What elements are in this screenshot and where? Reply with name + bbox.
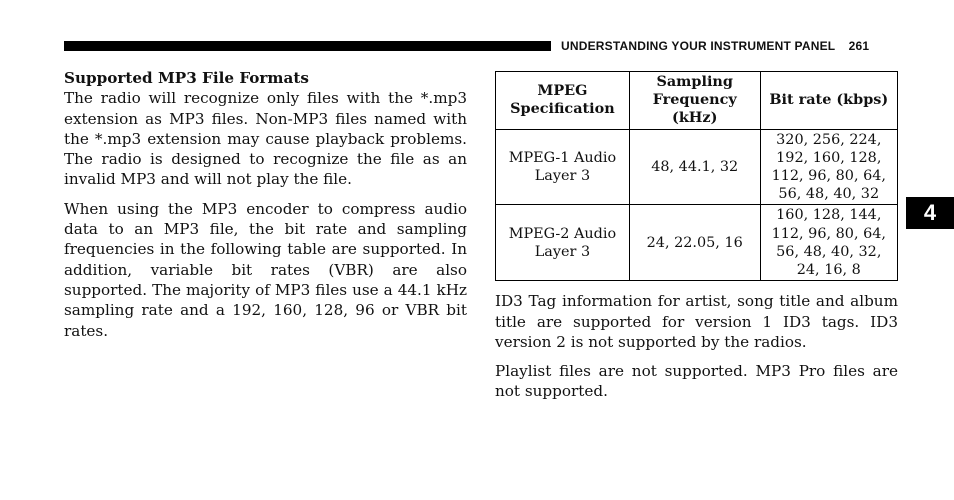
cell-sampling-frequency: 48, 44.1, 32 [629,129,760,205]
paragraph-encoder: When using the MP3 encoder to compress audio data to an MP3 file, the bit rate and sampling frequencies in the following table are supported. In addition, variable bit rates (VBR) are also supported. The majority of MP3 files use a 44.1 kHz sampling rate and a 192, 160, 128, 96 or VBR bit rates. [64,199,467,340]
paragraph-id3-tags: ID3 Tag information for artist, song title and album title are supported for version 1 ID3 tags. ID3 version 2 is not supported by the radios. [495,292,898,351]
mp3-format-table [495,71,898,281]
table-row [496,129,898,205]
header-bit-rate: Bit rate (kbps) [760,72,897,130]
chapter-tab: 4 [906,197,954,229]
cell-bit-rate: 160, 128, 144, 112, 96, 80, 64, 56, 48, 40, 32, 24, 16, 8 [760,205,897,281]
section-title: UNDERSTANDING YOUR INSTRUMENT PANEL [561,39,836,53]
right-column [495,71,898,411]
cell-bit-rate: 320, 256, 224, 192, 160, 128, 112, 96, 80, 64, 56, 48, 40, 32 [760,129,897,205]
section-heading: Supported MP3 File Formats [64,69,309,87]
cell-mpeg-spec: MPEG-2 Audio Layer 3 [496,205,630,281]
table-row [496,205,898,281]
paragraph-playlist: Playlist files are not supported. MP3 Pro files are not supported. [495,362,898,401]
cell-sampling-frequency: 24, 22.05, 16 [629,205,760,281]
cell-mpeg-spec: MPEG-1 Audio Layer 3 [496,129,630,205]
page-number: 261 [848,39,870,53]
left-column [64,68,467,350]
page-header [561,37,869,55]
paragraph-mp3-extension: The radio will recognize only files with the *.mp3 extension as MP3 files. Non-MP3 files named with the *.mp3 extension may cause playback problems. The radio is designed to recognize the file as an invalid MP3 and will not play the file. [64,89,467,189]
header-sampling-frequency: Sampling Frequency (kHz) [629,72,760,130]
table-header-row [496,72,898,130]
header-mpeg-specification: MPEG Specification [496,72,630,130]
header-rule [64,41,551,51]
